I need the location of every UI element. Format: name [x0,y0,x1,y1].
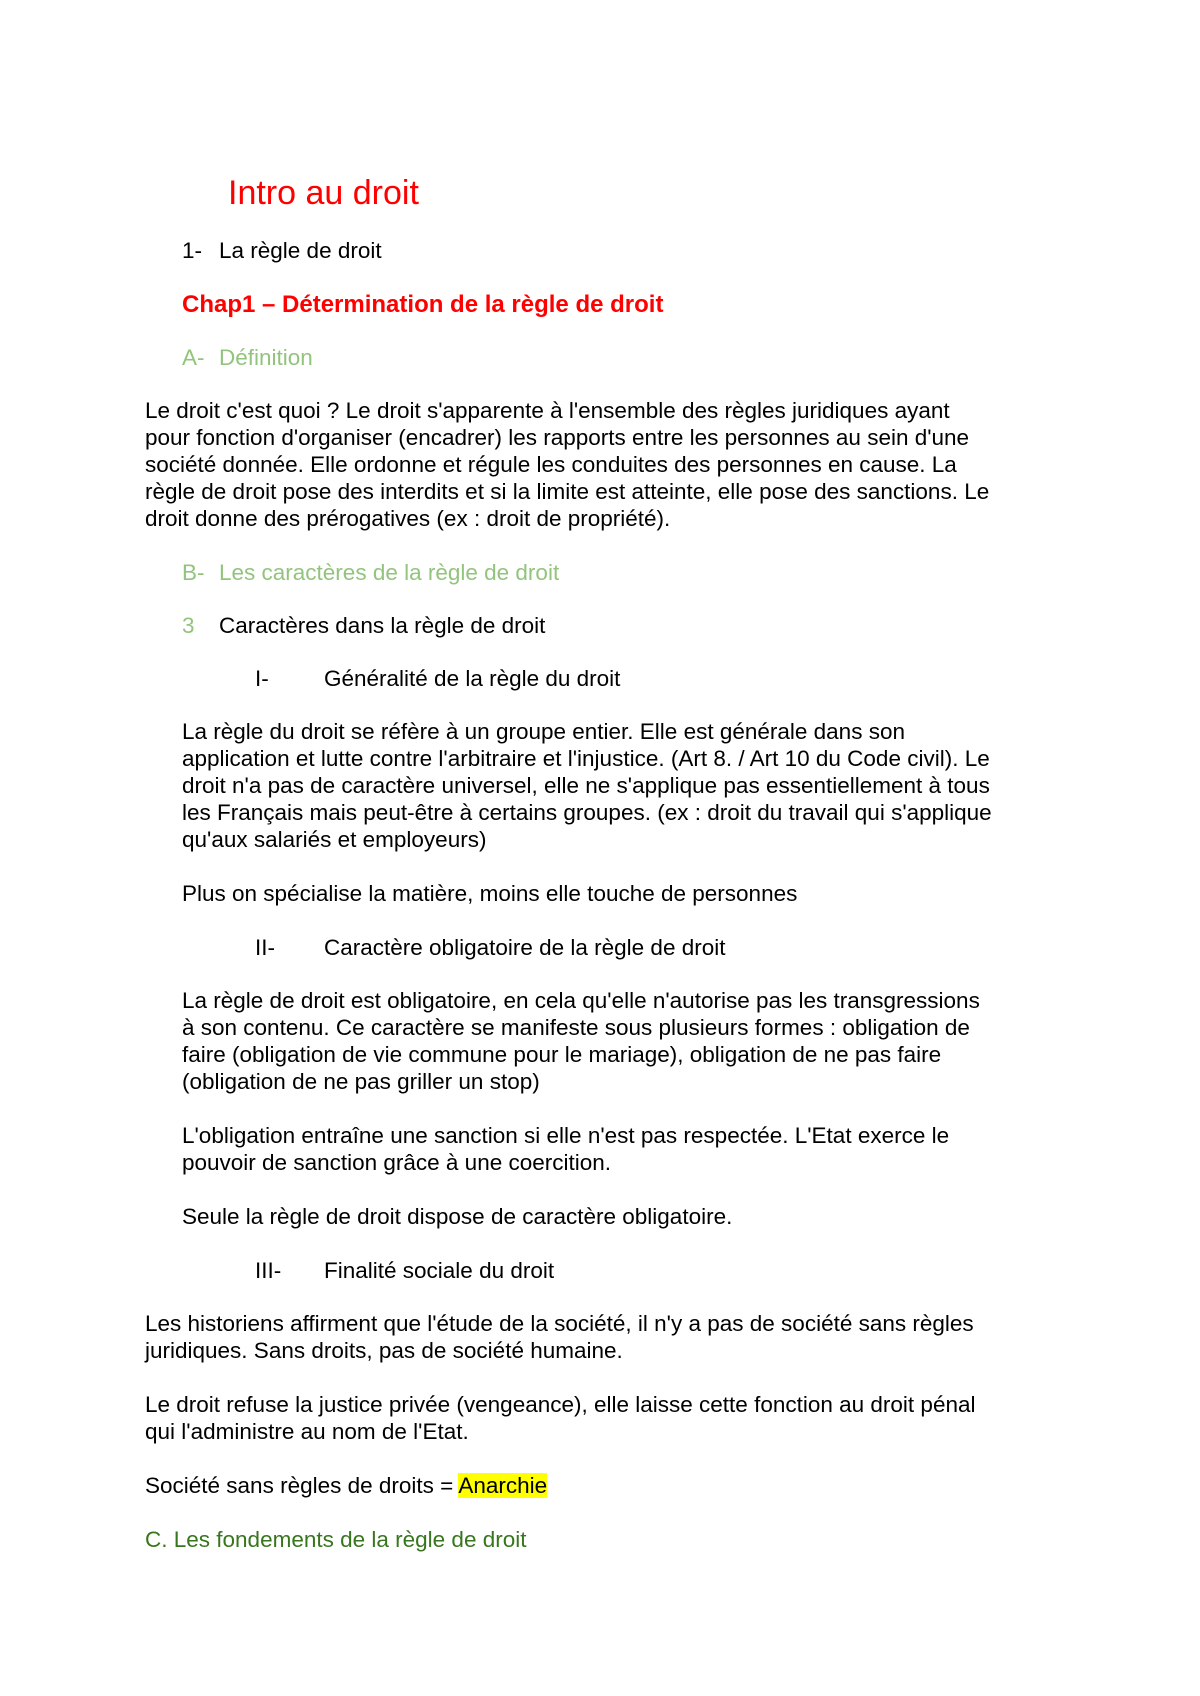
paragraph-line: droit n'a pas de caractère universel, elle ne s'applique pas essentiellement à tous [182,773,990,798]
paragraph-line: société donnée. Elle ordonne et régule les conduites des personnes en cause. La [145,452,957,477]
subsection-text: Caractère obligatoire de la règle de droit [324,935,726,960]
highlighted-word: Anarchie [458,1473,548,1498]
section-heading-a [182,344,313,372]
paragraph-line: La règle de droit est obligatoire, en cela qu'elle n'autorise pas les transgressions [182,988,980,1013]
list-number: 1- [182,238,203,263]
paragraph-line: règle de droit pose des interdits et si la limite est atteinte, elle pose des sanctions. Le [145,479,990,504]
paragraph-line: Le droit c'est quoi ? Le droit s'apparente à l'ensemble des règles juridiques ayant [145,398,950,423]
paragraph-line: pouvoir de sanction grâce à une coercition. [182,1150,612,1175]
page-title: Intro au droit [228,174,419,212]
paragraph-line: Plus on spécialise la matière, moins elle touche de personnes [182,881,798,906]
list-text: La règle de droit [219,238,382,263]
paragraph-line: les Français mais peut-être à certains groupes. (ex : droit du travail qui s'applique [182,800,992,825]
paragraph-line: Les historiens affirment que l'étude de la société, il n'y a pas de société sans règles [145,1311,974,1336]
section-heading-three [182,612,545,640]
section-text: Caractères dans la règle de droit [219,613,546,638]
paragraph-line: Le droit refuse la justice privée (vengeance), elle laisse cette fonction au droit pénal [145,1392,976,1417]
anarchie-text: Société sans règles de droits = [145,1473,459,1498]
section-heading-c: C. Les fondements de la règle de droit [145,1527,527,1552]
section-number: A- [182,345,205,370]
paragraph-line: faire (obligation de vie commune pour le mariage), obligation de ne pas faire [182,1042,942,1067]
paragraph-line: La règle du droit se réfère à un groupe entier. Elle est générale dans son [182,719,905,744]
anarchie-line [145,1472,547,1500]
section-number: B- [182,560,205,585]
section-text: Définition [219,345,313,370]
paragraph-line: (obligation de ne pas griller un stop) [182,1069,540,1094]
section-heading-b [182,559,559,587]
chapter-heading: Chap1 – Détermination de la règle de droit [182,291,664,318]
subsection-text: Généralité de la règle du droit [324,666,621,691]
paragraph-line: L'obligation entraîne une sanction si elle n'est pas respectée. L'Etat exerce le [182,1123,950,1148]
subsection-heading-ii [255,934,725,962]
paragraph-line: juridiques. Sans droits, pas de société humaine. [145,1338,623,1363]
subsection-number: I- [255,666,269,691]
section-number: 3 [182,613,195,638]
paragraph-line: qu'aux salariés et employeurs) [182,827,487,852]
paragraph-line: pour fonction d'organiser (encadrer) les rapports entre les personnes au sein d'une [145,425,970,450]
subsection-heading-iii [255,1257,554,1285]
paragraph-line: à son contenu. Ce caractère se manifeste sous plusieurs formes : obligation de [182,1015,970,1040]
paragraph-line: qui l'administre au nom de l'Etat. [145,1419,469,1444]
section-text: Les caractères de la règle de droit [219,560,560,585]
subsection-text: Finalité sociale du droit [324,1258,555,1283]
paragraph-line: Seule la règle de droit dispose de caractère obligatoire. [182,1204,733,1229]
subsection-number: II- [255,935,275,960]
paragraph-line: droit donne des prérogatives (ex : droit de propriété). [145,506,671,531]
subsection-number: III- [255,1258,282,1283]
paragraph-line: application et lutte contre l'arbitraire et l'injustice. (Art 8. / Art 10 du Code civil). Le [182,746,990,771]
list-item [182,237,382,265]
subsection-heading-i [255,665,620,693]
